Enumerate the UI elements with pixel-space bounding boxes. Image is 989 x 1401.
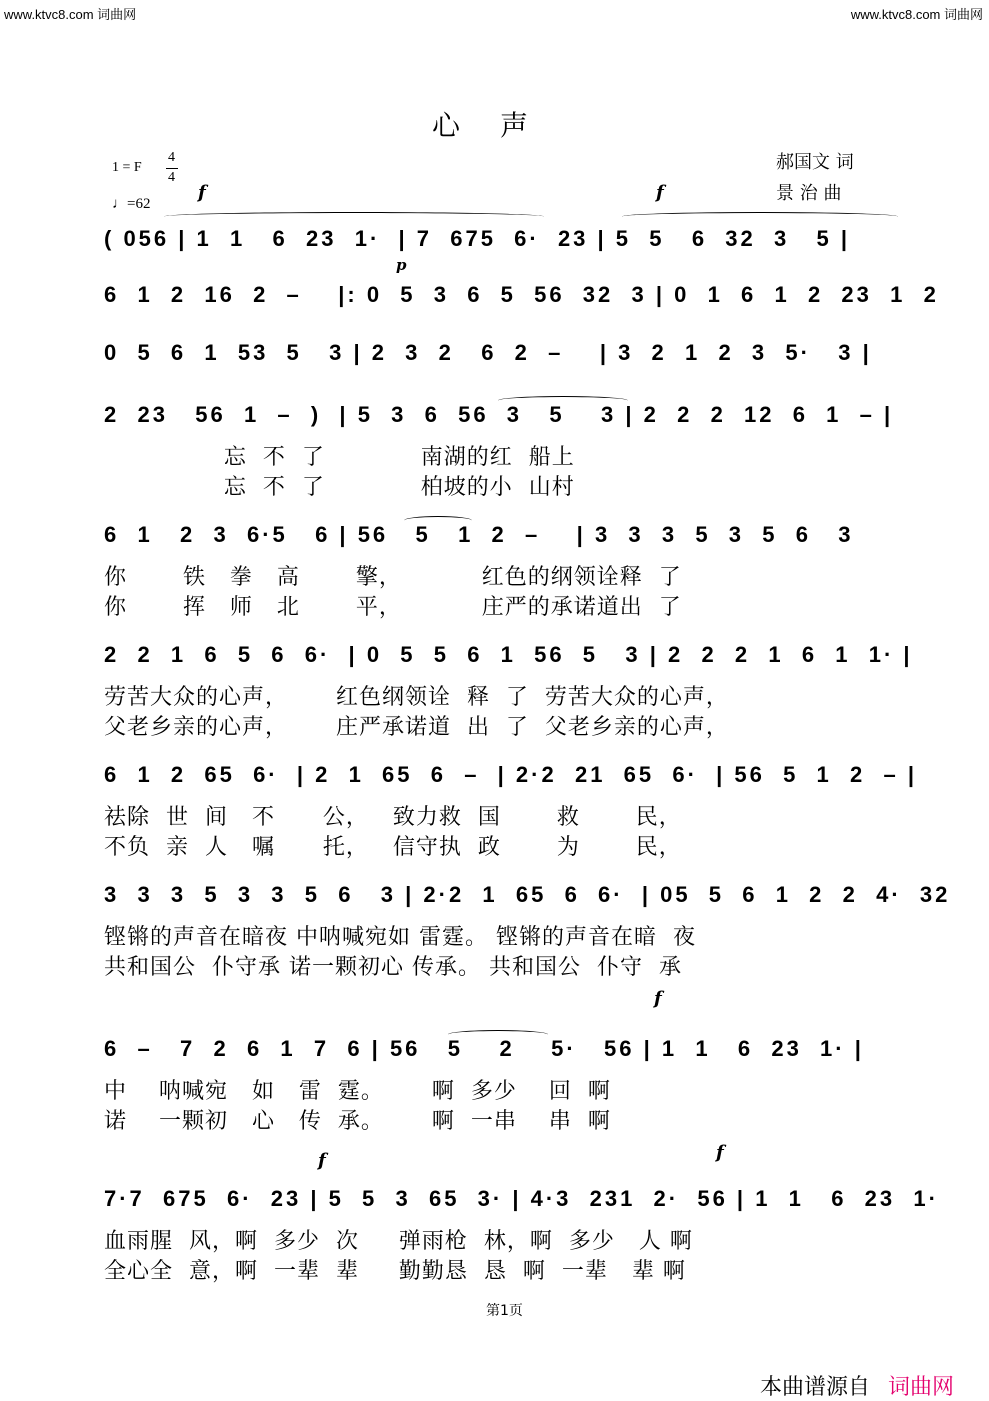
lyric-verse-2: 忘 不 了 柏坡的小 山村 [104,475,575,500]
notation-line-8: 3 3 3 5 3 3 5 6 3 | 2·2 1 65 6 6· | 05 5 6 1 2 2 4· 32 [104,882,951,907]
lyric-verse-2: 全心全 意，啊 一辈 辈 勤勤恳 恳 啊 一辈 辈 啊 [104,1259,686,1284]
page-number: 第1页 [486,1303,523,1319]
dynamic-forte: f [716,1142,724,1163]
lyric-verse-1: 铿锵的声音在暗夜 中呐喊宛如 雷霆。 铿锵的声音在暗 夜 [104,925,696,950]
notation-line-6: 2 2 1 6 5 6 6· | 0 5 5 6 1 56 5 3 | 2 2 2 1 6 1 1· | [104,642,913,667]
lyric-verse-1: 你 铁 拳 高 擎， 红色的纲领诠释 了 [104,565,682,590]
lyric-verse-2: 你 挥 师 北 平， 庄严的承诺道出 了 [104,595,682,620]
score-title: 心声 [432,109,569,142]
dynamic-forte: f [198,182,206,203]
notation-line-10: 7·7 675 6· 23 | 5 5 3 65 3· | 4·3 231 2· 56 | 1 1 6 23 1· [104,1186,939,1211]
source-brand-link[interactable]: 词曲网 [888,1375,955,1400]
lyric-verse-1: 血雨腥 风，啊 多少 次 弹雨枪 林，啊 多少 人 啊 [104,1229,693,1254]
notation-line-2: 6 1 2 16 2 – |: 0 5 3 6 5 56 32 3 | 0 1 6 1 2 23 1 2 [104,282,939,307]
time-signature-top: 4 [168,150,175,165]
source-credit [760,1370,954,1401]
lyric-verse-1: 中 呐喊宛 如 雷 霆。 啊 多少 回 啊 [104,1079,611,1104]
lyricist-credit: 郝国文 词 [776,152,854,173]
dynamic-forte: f [656,182,664,203]
lyric-verse-2: 不负 亲 人 嘱 托， 信守执 政 为 民， [104,835,682,860]
notation-line-5: 6 1 2 3 6·5 6 | 56 5 1 2 – | 3 3 3 5 3 5 6 3 [104,522,854,547]
composer-credit: 景 治 曲 [776,183,842,204]
slur-mark [622,212,898,221]
site-watermark-right: www.ktvc8.com 词曲网 [850,7,983,22]
notation-line-1: ( 056 | 1 1 6 23 1· | 7 675 6· 23 | 5 5 6 32 3 5 | [104,226,851,251]
time-signature-bottom: 4 [168,170,175,185]
lyric-verse-2: 父老乡亲的心声， 庄严承诺道 出 了 父老乡亲的心声， [104,715,729,740]
time-signature-line [166,168,178,169]
dynamic-forte: f [654,988,662,1009]
notation-line-9: 6 – 7 2 6 1 7 6 | 56 5 2 5· 56 | 1 1 6 23 1· | [104,1036,864,1061]
source-prefix: 本曲谱源自 [760,1375,871,1400]
lyric-verse-2: 诺 一颗初 心 传 承。 啊 一串 串 啊 [104,1109,611,1134]
lyric-verse-1: 祛除 世 间 不 公， 致力救 国 救 民， [104,805,682,830]
lyric-verse-2: 共和国公 仆守承 诺一颗初心 传承。 共和国公 仆守 承 [104,955,682,980]
dynamic-piano: p [396,256,407,274]
notation-line-7: 6 1 2 65 6· | 2 1 65 6 – | 2·2 21 65 6· | 56 5 1 2 – | [104,762,917,787]
lyric-verse-1: 忘 不 了 南湖的红 船上 [104,445,575,470]
notation-line-4: 2 23 56 1 – ) | 5 3 6 56 3 5 3 | 2 2 2 12 6 1 – | [104,402,894,427]
notation-line-3: 0 5 6 1 53 5 3 | 2 3 2 6 2 – | 3 2 1 2 3 5· 3 | [104,340,872,365]
lyric-verse-1: 劳苦大众的心声， 红色纲领诠 释 了 劳苦大众的心声， [104,685,729,710]
slur-mark [164,212,544,221]
site-watermark-left: www.ktvc8.com 词曲网 [4,7,137,22]
key-signature: 1 = F [112,160,142,175]
tempo-marking: ♩=62 [112,196,151,212]
dynamic-forte: f [318,1150,326,1171]
